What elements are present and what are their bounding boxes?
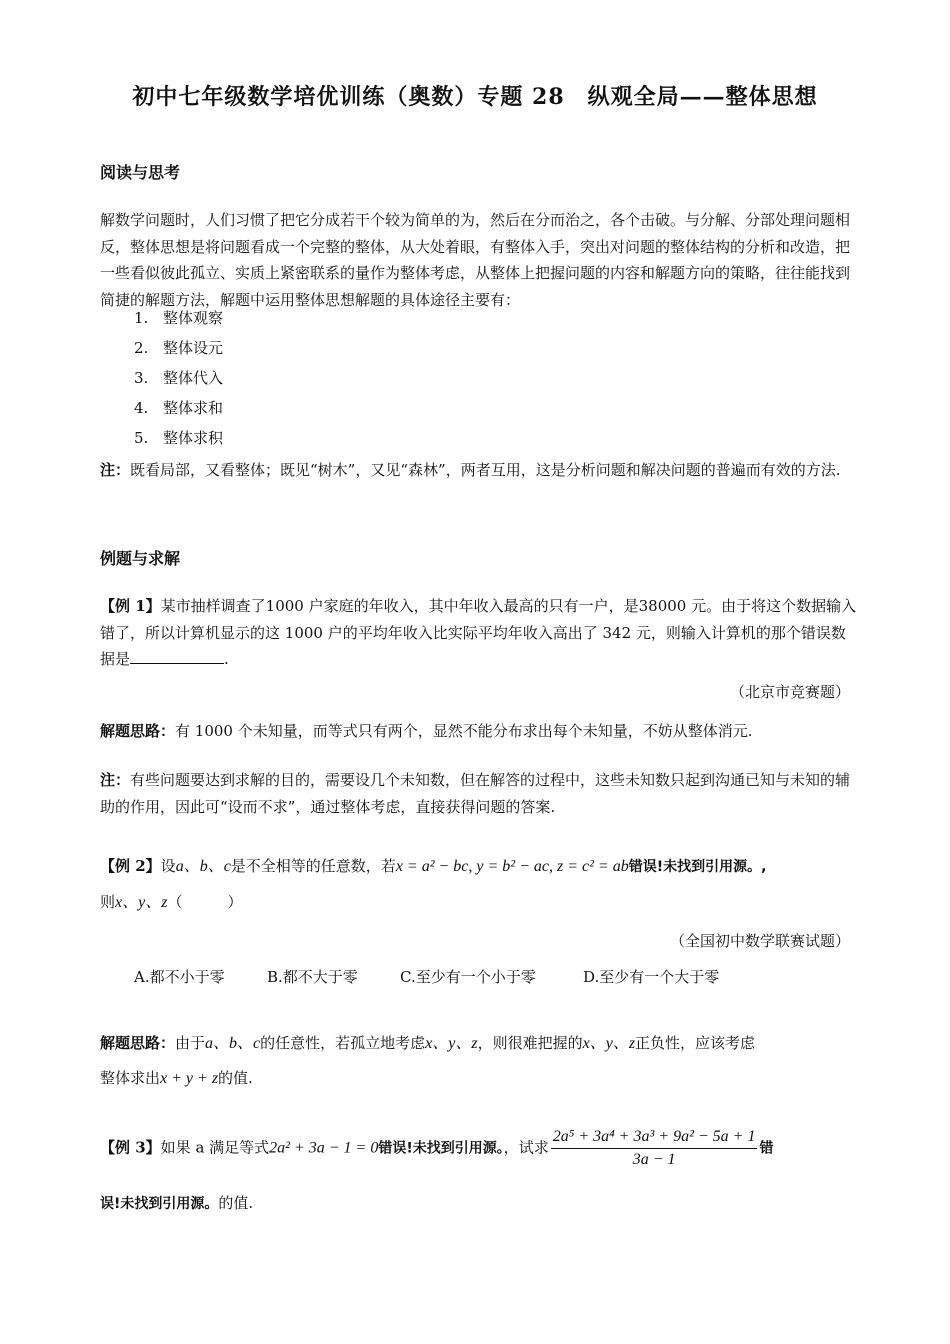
option-a: A.都不小于零: [134, 968, 225, 986]
option-b: B.都不大于零: [267, 968, 358, 986]
fraction-expression: $\frac{\text{2a⁵ + 3a⁴ + 3a³ + 9a² − 5a + 1}}{3a - 1}$: [552, 1128, 756, 1168]
example-2-hint-line-2: 整体求出x + y + z的值.: [100, 1069, 253, 1087]
example-3-line-2: 误!未找到引用源。的值.: [100, 1194, 254, 1212]
section-heading-reading: 阅读与思考: [100, 163, 181, 182]
example-1: 【例 1】某市抽样调查了1000 户家庭的年收入，其中年收入最高的只有一户，是38000 元。由于将这个数据输入错了，所以计算机显示的这 1000 户的平均年收入比实际平均年收入高出了 342 元，则输入计算机的那个错误数据是 .: [100, 597, 857, 668]
answer-blank: [130, 647, 224, 664]
method-list: [134, 303, 534, 453]
section-heading-examples: 例题与求解: [100, 549, 181, 568]
example-1-note: 注：有些问题要达到求解的目的，需要设几个未知数，但在解答的过程中，这些未知数只起到沟通已知与未知的辅助的作用，因此可“设而不求”，通过整体考虑，直接获得问题的答案.: [100, 771, 851, 816]
example-1-hint: 解题思路：有 1000 个未知量，而等式只有两个，显然不能分布求出每个未知量，不妨从整体消元.: [100, 722, 753, 740]
example-2-line-1: 【例 2】设a、b、c是不全相等的任意数，若x = a² − bc, y = b² − ac, z = c² = ab错误!未找到引用源。,: [100, 857, 767, 875]
reference-error: 错误!未找到引用源。: [378, 1140, 504, 1157]
equation: x = a² − bc, y = b² − ac, z = c² = ab: [395, 858, 629, 875]
reading-paragraph: 解数学问题时，人们习惯了把它分成若干个较为简单的为，然后在分而治之，各个击破。与分解、分部处理问题相反，整体思想是将问题看成一个完整的整体，从大处着眼，有整体入手，突出对问题的整体结构的分析和改造，把一些看似彼此孤立、实质上紧密联系的量作为整体考虑，从整体上把握问题的内容和解题方向的策略，往往能找到简捷的解题方法，解题中运用整体思想解题的具体途径主要有：: [100, 211, 851, 309]
reading-note: 注：既看局部，又看整体；既见“树木”，又见“森林”，两者互用，这是分析问题和解决问题的普遍而有效的方法.: [100, 461, 841, 479]
example-2-options: [134, 966, 834, 987]
list-item: 5. 整体求积: [134, 429, 224, 447]
example-2-source: （全国初中数学联赛试题）: [669, 932, 850, 950]
list-item: 4. 整体求和: [134, 399, 224, 417]
option-d: D.至少有一个大于零: [583, 968, 720, 986]
equation: 2a² + 3a − 1 = 0: [269, 1139, 379, 1157]
example-2-line-2: 则x、y、z（ ）: [100, 893, 243, 911]
example-3-line-1: 【例 3】如果 a 满足等式2a² + 3a − 1 = 0错误!未找到引用源。，试求 $\frac{\text{2a⁵ + 3a⁴ + 3a³ + 9a² − 5a + 1}}{3a - 1}$ 错: [100, 1128, 774, 1168]
list-item: 1. 整体观察: [134, 309, 224, 327]
example-2-hint-line-1: 解题思路：由于a、b、c的任意性，若孤立地考虑x、y、z，则很难把握的x、y、z正负性，应该考虑: [100, 1034, 756, 1052]
page-title: 初中七年级数学培优训练（奥数）专题 28 纵观全局——整体思想: [132, 84, 818, 110]
list-item: 3. 整体代入: [134, 369, 224, 387]
option-c: C.至少有一个小于零: [400, 968, 536, 986]
list-item: 2. 整体设元: [134, 339, 224, 357]
reference-error: 错误!未找到引用源。,: [628, 859, 767, 875]
example-1-source: （北京市竞赛题）: [729, 683, 850, 701]
